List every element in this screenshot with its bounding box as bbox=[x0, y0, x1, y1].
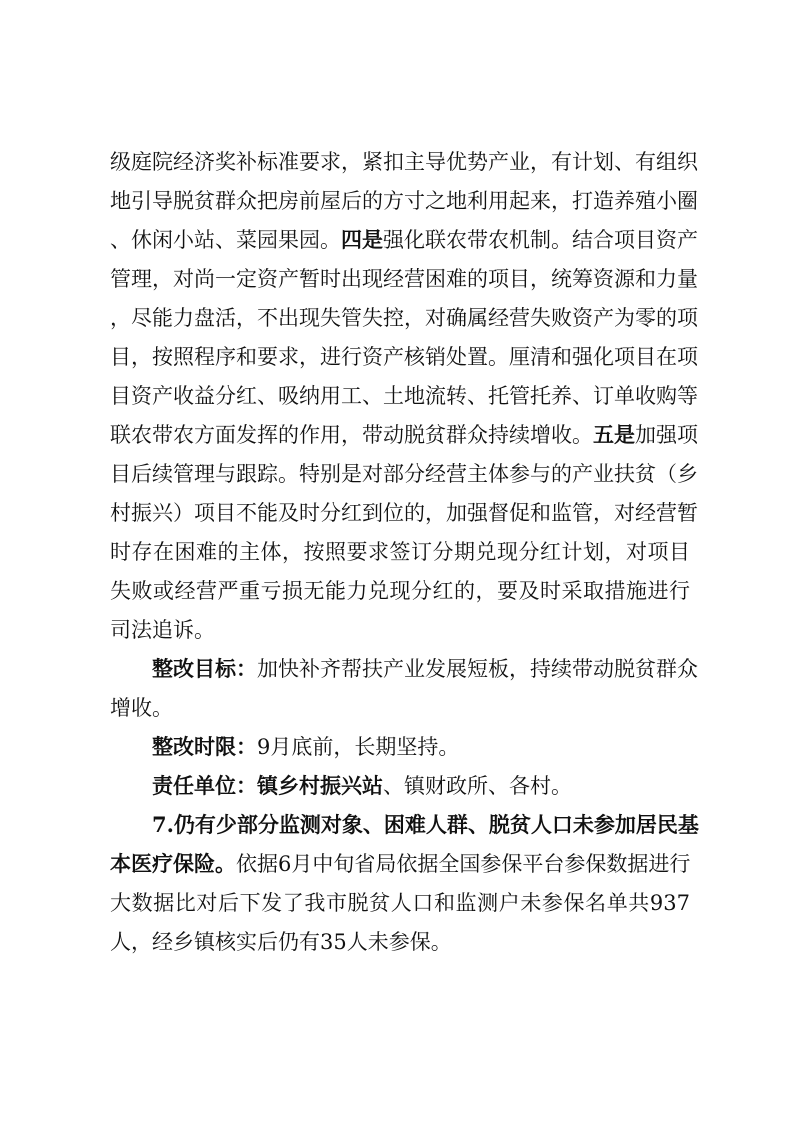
responsible-label: 责任单位： bbox=[152, 773, 257, 798]
text-run: 强化联农带农机制。结合项目资产 bbox=[383, 228, 698, 252]
paragraph-line: 时存在困难的主体，按照要求签订分期兑现分红计划，对项目 bbox=[110, 540, 690, 564]
responsible-line bbox=[152, 770, 690, 802]
target-line: 增收。 bbox=[110, 696, 173, 720]
target-label: 整改目标： bbox=[152, 656, 257, 681]
paragraph-line: 地引导脱贫群众把房前屋后的方寸之地利用起来，打造养殖小圈 bbox=[110, 189, 698, 213]
item7-title-text: 7.仍有少部分监测对象、困难人群、脱贫人口未参加居民基 bbox=[152, 812, 699, 837]
text-run: 、休闲小站、菜园果园。 bbox=[110, 228, 341, 252]
item7-line bbox=[110, 848, 690, 880]
paragraph-line: 司法追诉。 bbox=[110, 618, 215, 642]
target-text: 加快补齐帮扶产业发展短板，持续带动脱贫群众 bbox=[257, 657, 698, 681]
paragraph-line: 目后续管理与跟踪。特别是对部分经营主体参与的产业扶贫（乡 bbox=[110, 462, 698, 486]
item7-title-text: 本医疗保险。 bbox=[110, 851, 236, 876]
text-run: 联农带农方面发挥的作用，带动脱贫群众持续增收。 bbox=[110, 423, 593, 447]
paragraph-line: 失败或经营严重亏损无能力兑现分红的，要及时采取措施进行 bbox=[110, 579, 690, 603]
paragraph-line: 级庭院经济奖补标准要求，紧扣主导优势产业，有计划、有组织 bbox=[110, 150, 698, 174]
paragraph-line: 目资产收益分红、吸纳用工、土地流转、托管托养、订单收购等 bbox=[110, 384, 698, 408]
paragraph-line: 村振兴）项目不能及时分红到位的，加强督促和监管，对经营暂 bbox=[110, 501, 698, 525]
bold-marker: 五是 bbox=[593, 422, 635, 447]
paragraph-line: 目，按照程序和要求，进行资产核销处置。厘清和强化项目在项 bbox=[110, 345, 698, 369]
paragraph-line: ，尽能力盘活，不出现失管失控，对确属经营失败资产为零的项 bbox=[110, 306, 698, 330]
responsible-rest: 、镇财政所、各村。 bbox=[383, 774, 572, 798]
item7-title bbox=[152, 809, 699, 841]
deadline-line bbox=[152, 731, 690, 763]
responsible-lead: 镇乡村振兴站 bbox=[257, 773, 383, 798]
paragraph-line bbox=[110, 419, 698, 451]
deadline-text: 9月底前，长期坚持。 bbox=[257, 735, 460, 759]
paragraph-line bbox=[110, 224, 698, 256]
bold-marker: 四是 bbox=[341, 227, 383, 252]
paragraph-line: 管理，对尚一定资产暂时出现经营困难的项目，统筹资源和力量 bbox=[110, 267, 698, 291]
deadline-label: 整改时限： bbox=[152, 734, 257, 759]
item7-line: 人，经乡镇核实后仍有35人未参保。 bbox=[110, 930, 452, 954]
text-run: 加强项 bbox=[635, 423, 698, 447]
item7-line: 大数据比对后下发了我市脱贫人口和监测户未参保名单共937 bbox=[110, 891, 690, 915]
item7-text: 依据6月中旬省局依据全国参保平台参保数据进行 bbox=[236, 852, 691, 876]
target-line bbox=[152, 653, 698, 685]
